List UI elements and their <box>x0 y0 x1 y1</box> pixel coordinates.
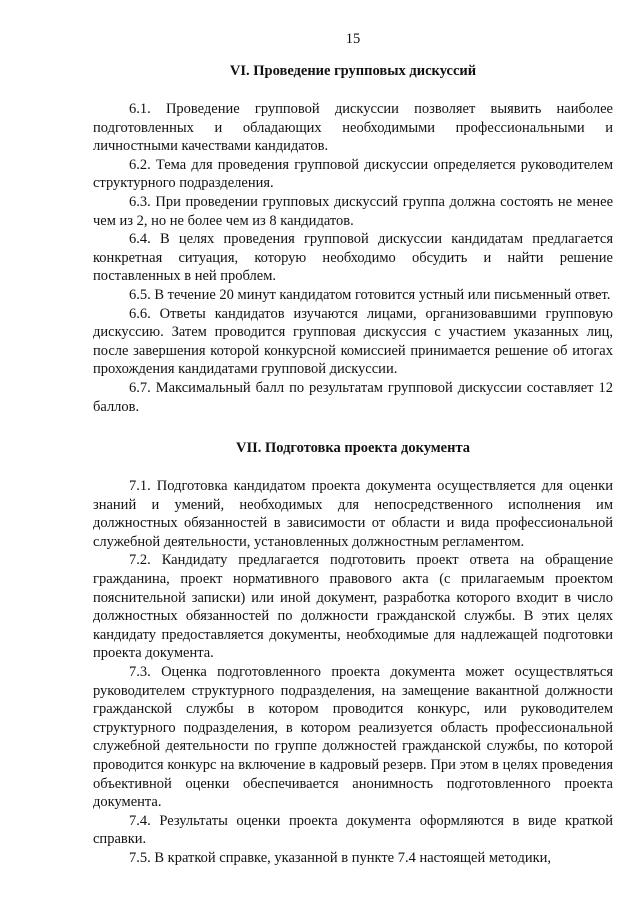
paragraph-6-5: 6.5. В течение 20 минут кандидатом готовится устный или письменный ответ. <box>129 286 611 303</box>
section-heading-7: VII. Подготовка проекта документа <box>235 440 471 457</box>
section-heading-6: VI. Проведение групповых дискуссий <box>229 63 477 79</box>
paragraph-6-7: 6.7. Максимальный балл по результатам групповой дискуссии составляет 12 баллов. <box>93 379 613 415</box>
paragraph-7-3: 7.3. Оценка подготовленного проекта документа может осуществляться руководителем структурного подразделения, на замещение вакантной должности гражданской службы в котором проводится конкурс, или руководителем структурного подразделения, в котором реализуется область профессиональной служебной деятельности по группе должностей гражданской службы, по которой проводится конкурс на включение в кадровый резерв. При этом в целях проведения объективной оценки обеспечивается анонимность подготовленного проекта документа. <box>93 664 613 811</box>
paragraph-6-1: 6.1. Проведение групповой дискуссии позволяет выявить наиболее подготовленных и обладающих необходимыми профессиональными и личностными качествами кандидатов. <box>93 101 613 155</box>
document-page <box>93 30 613 868</box>
paragraph-6-4: 6.4. В целях проведения групповой дискуссии кандидатам предлагается конкретная ситуация, которую необходимо обсудить и найти решение поставленных в ней проблем. <box>93 231 613 285</box>
paragraph-6-6: 6.6. Ответы кандидатов изучаются лицами, организовавшими групповую дискуссию. Затем проводится групповая дискуссия с участием указанных лиц, после завершения которой конкурсной комиссией принимается решение об итогах прохождения кандидатами групповой дискуссии. <box>93 305 613 378</box>
paragraph-6-3: 6.3. При проведении групповых дискуссий группа должна состоять не менее чем из 2, но не более чем из 8 кандидатов. <box>93 193 613 229</box>
paragraph-7-1: 7.1. Подготовка кандидатом проекта документа осуществляется для оценки знаний и умений, необходимых для непосредственного исполнения им должностных обязанностей в зависимости от области и вида профессиональной служебной деятельности, установленных должностным регламентом. <box>93 478 613 550</box>
page-number: 15 <box>345 31 361 47</box>
paragraph-7-4: 7.4. Результаты оценки проекта документа оформляются в виде краткой справки. <box>93 812 613 848</box>
paragraph-7-2: 7.2. Кандидату предлагается подготовить проект ответа на обращение гражданина, проект нормативного правового акта (с прилагаемым проектом пояснительной записки) или иной документ, разработка которого входит в число должностных обязанностей по должности гражданской службы. В этих целях кандидату предоставляется документы, необходимые для надлежащей подготовки проекта документа. <box>93 552 613 662</box>
paragraph-6-2: 6.2. Тема для проведения групповой дискуссии определяется руководителем структурного подразделения. <box>93 156 613 192</box>
paragraph-7-5: 7.5. В краткой справке, указанной в пункте 7.4 настоящей методики, <box>129 849 552 866</box>
